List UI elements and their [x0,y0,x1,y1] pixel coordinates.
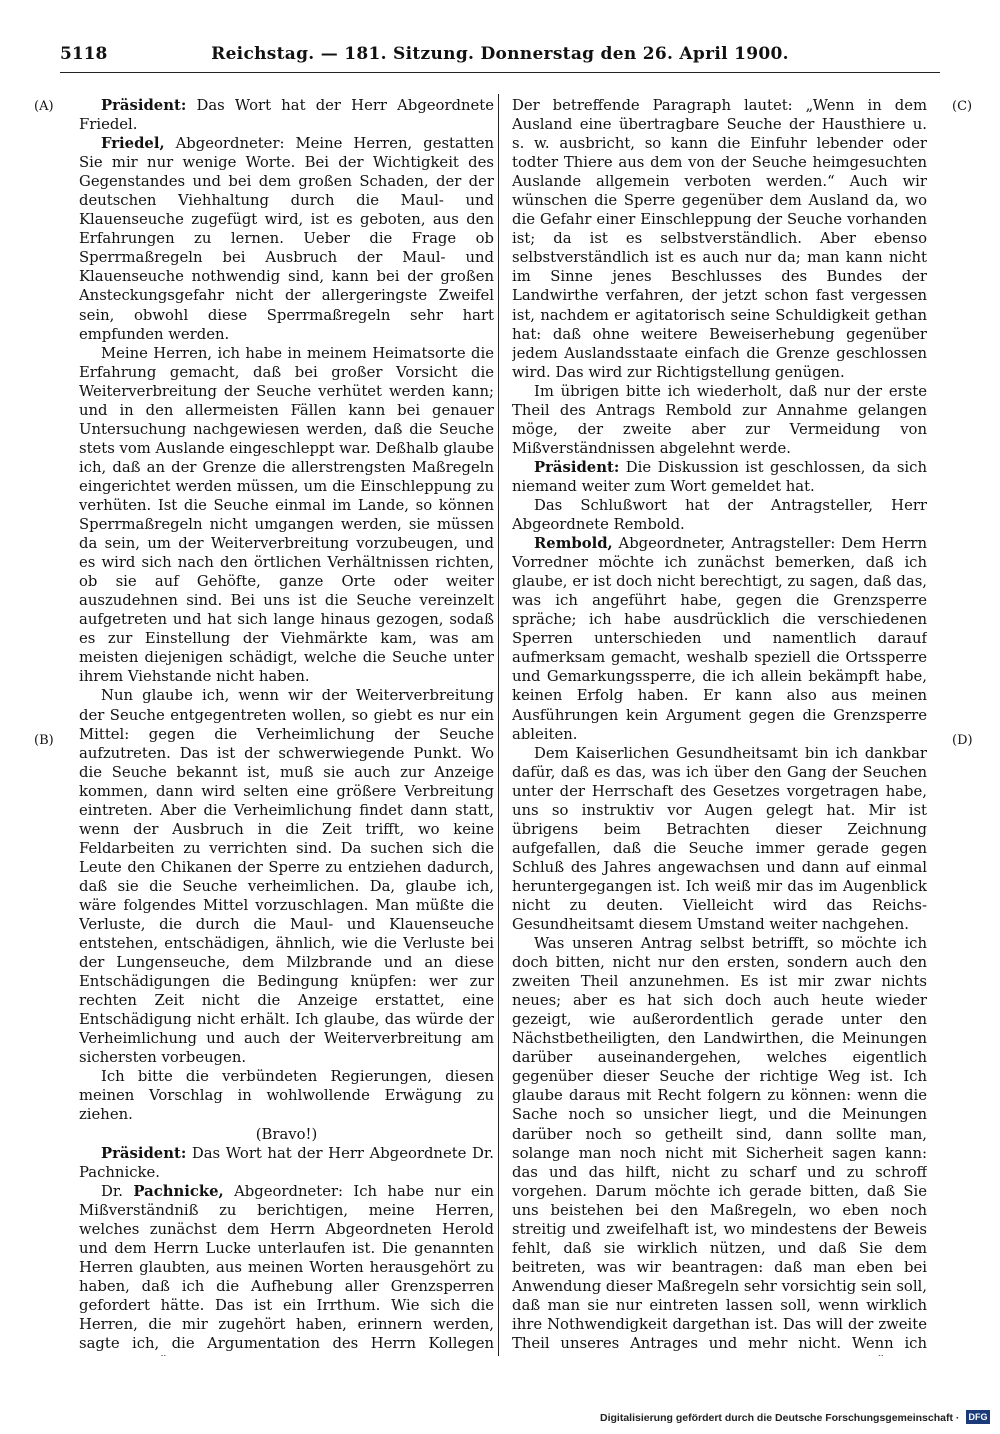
speaker-name: Pachnicke, [133,1182,224,1200]
paragraph: Was unseren Antrag selbst betrifft, so möchte ich doch bitten, nicht nur den ersten, sondern auch den zweiten Theil anzunehmen. Es ist mir zwar nichts neues; aber es hat sich doch auch heute wieder gezeigt, wie außerordentlich gerade unter den Nächstbetheiligten, den Landwirthen, die Meinungen darüber auseinandergehen, welches eigentlich gegenüber dieser Seuche der richtige Weg ist. Ich glaube daraus mit Recht folgern zu können: wenn die Sache noch so unsicher liegt, und die Meinungen darüber noch so getheilt sind, dann sollte man, solange man noch nicht mit Sicherheit sagen kann: das und das hilft, nicht zu scharf und zu schroff vorgehen. Darum möchte ich gerade bitten, daß Sie uns beistehen bei den Maßregeln, wo eben noch streitig und zweifelhaft ist, wo mindestens der Beweis fehlt, daß sie wirklich nützen, und daß Sie dem beitreten, was wir beantragen: daß man eben bei Anwendung dieser Maßregeln sehr vorsichtig sein soll, daß man sie nur eintreten lassen soll, wenn wirklich ihre Nothwendigkeit dargethan ist. Das will der zweite Theil unseres Antrages und mehr nicht. Wenn ich [512,935,927,1353]
paragraph: Ich bitte die verbündeten Regierungen, diesen meinen Vorschlag in wohlwollende Erwägung zu ziehen. [79,1068,494,1124]
paragraph [79,1182,494,1356]
paragraph-text: Abgeordneter: Ich habe nur ein Mißverständniß zu berichtigen, meine Herren, welches zunächst dem Herrn Abgeordneten Herold und dem Herrn Lucke unterlaufen ist. Die genannten Herren glaubten, aus meinen Worten herausgehört zu haben, daß ich die Aufhebung aller Grenzsperren gefordert hätte. Das ist ein Irrthum. Wie sich die Herren, die mir zugehört haben, erinnern werden, sagte ich, die Argumentation des Herrn Kollegen [79,1182,494,1353]
paragraph: Der betreffende Paragraph lautet: „Wenn in dem Ausland eine übertragbare Seuche der Hausthiere u. s. w. ausbricht, so kann die Einfuhr lebender oder todter Thiere aus dem von der Seuche heimgesuchten Auslande allgemein verboten werden.“ Auch wir wünschen die Sperre gegenüber dem Ausland da, wo die Gefahr einer Einschleppung der Seuche vorhanden ist; da ist es selbstverständlich. Aber ebenso selbstverständlich ist es auch nur da; man kann nicht im Sinne jenes Beschlusses des Bundes der Landwirthe verfahren, der jetzt schon fast vergessen ist, nachdem er agitatorisch seine Schuldigkeit gethan hat: daß ohne weitere Beweiserhebung gegenüber jedem Auslandsstaate einfach die Grenze geschlossen wird. Das wird zur Richtigstellung genügen. [512,97,927,381]
paragraph-text: Die Diskussion ist geschlossen, da sich niemand weiter zum Wort gemeldet hat. [512,458,927,495]
speaker-name: Rembold, [534,535,613,553]
applause-note: (Bravo!) [255,1125,318,1143]
paragraph [79,1144,494,1182]
dfg-logo: DFG [966,1410,990,1424]
paragraph [79,96,494,134]
paragraph: Nun glaube ich, wenn wir der Weiterverbreitung der Seuche entgegentreten wollen, so giebt es nur ein Mittel: gegen die Verheimlichung der Seuche aufzutreten. Das ist der schwerwiegende Punkt. Wo die Seuche bekannt ist, muß sie auch zur Anzeige kommen, dann wird selten eine größere Verbreitung eintreten. Aber die Verheimlichung findet dann statt, wenn der Ausbruch in die Zeit trifft, wo keine Feldarbeiten zu verrichten sind. Da suchen sich die Leute den Chikanen der Sperre zu entziehen dadurch, daß sie die Seuche verheimlichen. Da, glaube ich, wäre folgendes Mittel vorzuschlagen. Man müßte die Verluste, die durch die Maul- und Klauenseuche entstehen, entschädigen, ähnlich, wie die Verluste bei der Lungenseuche, dem Milzbrande und an diese Entschädigungen die Bedingung knüpfen: wer zur rechten Zeit nicht die Anzeige erstattet, eine Entschädigung nicht erhält. Ich glaube, das würde der Verheimlichung und auch der Weiterverbreitung am sichersten vorbeugen. [79,687,494,1067]
paragraph-text: Abgeordneter, Antragsteller: Dem Herrn Vorredner möchte ich zunächst bemerken, daß ich glaube, er ist doch nicht berechtigt, zu sagen, daß das, was ich angeführt habe, gegen die Grenzsperre spräche; ich habe ausdrücklich die verschiedenen Sperren unterschieden und namentlich darauf aufmerksam gemacht, weshalb speziell die Ortssperre und Gemarkungssperre, die ich allein bekämpft habe, keinen Erfolg haben. Er kann also aus meinen Ausführungen kein Argument gegen die Grenzsperre ableiten. [512,535,927,743]
paragraph-text: Abgeordneter: Meine Herren, gestatten Sie mir nur wenige Worte. Bei der Wichtigkeit des Gegenstandes und bei dem großen Schaden, der der deutschen Viehhaltung durch die Maul- und Klauenseuche zugefügt wird, ist es geboten, aus den Erfahrungen zu lernen. Ueber die Frage ob Sperrmaßregeln bei Ausbruch der Maul- und Klauenseuche nothwendig sind, kann bei der großen Ansteckungsgefahr nicht der allergeringste Zweifel sein, obwohl diese Sperrmaßregeln sehr hart empfunden werden. [79,135,494,343]
digitization-credit: Digitalisierung gefördert durch die Deutsche Forschungsgemeinschaft · [600,1412,960,1424]
left-column [79,96,494,1356]
speaker-name: Friedel, [101,135,165,153]
paragraph-text: Das Wort hat der Herr Abgeordnete Dr. Pachnicke. [79,1144,494,1181]
paragraph [512,534,927,744]
running-title: Reichstag. — 181. Sitzung. Donnerstag den 26. April 1900. [211,44,789,64]
emphasized-word [291,1354,357,1356]
speaker-name: Präsident: [101,97,187,114]
speaker-name: Präsident: [534,458,620,476]
paragraph: Das Schlußwort hat der Antragsteller, Herr Abgeordnete Rembold. [512,496,927,534]
right-column [512,96,927,1356]
column-divider [498,94,499,1356]
margin-marker-d: (D) [952,733,973,748]
paragraph: Dem Kaiserlichen Gesundheitsamt bin ich dankbar dafür, daß es das, was ich über den Gang der Seuchen unter der Herrschaft des Gesetzes vorgetragen habe, uns so instruktiv vor Augen gelegt hat. Mir ist übrigens beim Betrachten dieser Zeichnung aufgefallen, daß die Seuche immer gerade gegen Schluß des Jahres angewachsen und dann auf einmal heruntergegangen ist. Ich weiß mir das im Augenblick nicht zu deuten. Vielleicht wird das Reichs-Gesundheitsamt diesem Umstand weiter nachgehen. [512,744,927,934]
paragraph [512,458,927,496]
margin-marker-b: (B) [34,733,54,748]
paragraph [79,134,494,344]
speaker-name: Präsident: [101,1144,187,1162]
page-header [60,44,940,73]
paragraph: Meine Herren, ich habe in meinem Heimatsorte die Erfahrung gemacht, daß bei großer Vorsicht die Weiterverbreitung der Seuche verhütet werden kann; und in den allermeisten Fällen kann bei genauer Untersuchung nachgewiesen werden, daß die Seuche stets vom Auslande eingeschleppt war. Deßhalb glaube ich, daß an der Grenze die allerstrengsten Maßregeln eingerichtet werden müssen, um die Einschleppung zu verhüten. Ist die Seuche einmal im Lande, so können Sperrmaßregeln nicht umgangen werden, sie müssen da sein, um der Weiterverbreitung vorzubeugen, und es wird sich nach den örtlichen Verhältnissen richten, ob sie auf Gehöfte, ganze Orte oder weiter auszudehnen sind. Bei uns ist die Seuche vereinzelt aufgetreten und hat sich lange hinaus gezogen, sodaß es zur Einstellung der Viehmärkte kam, was am meisten diejenigen schädigt, welche die Seuche unter ihrem Viehstande nicht haben. [79,344,494,686]
page-number: 5118 [60,44,108,64]
paragraph-text: Das Wort hat der Herr Abgeordnete Friedel. [79,97,494,134]
paragraph: Im übrigen bitte ich wiederholt, daß nur der erste Theil des Antrags Rembold zur Annahme gelangen möge, der zweite aber zur Vermeidung von Mißverständnissen abgelehnt werde. [512,382,927,457]
title-prefix: Dr. [101,1182,134,1200]
margin-marker-c: (C) [952,99,973,114]
margin-marker-a: (A) [34,99,54,114]
